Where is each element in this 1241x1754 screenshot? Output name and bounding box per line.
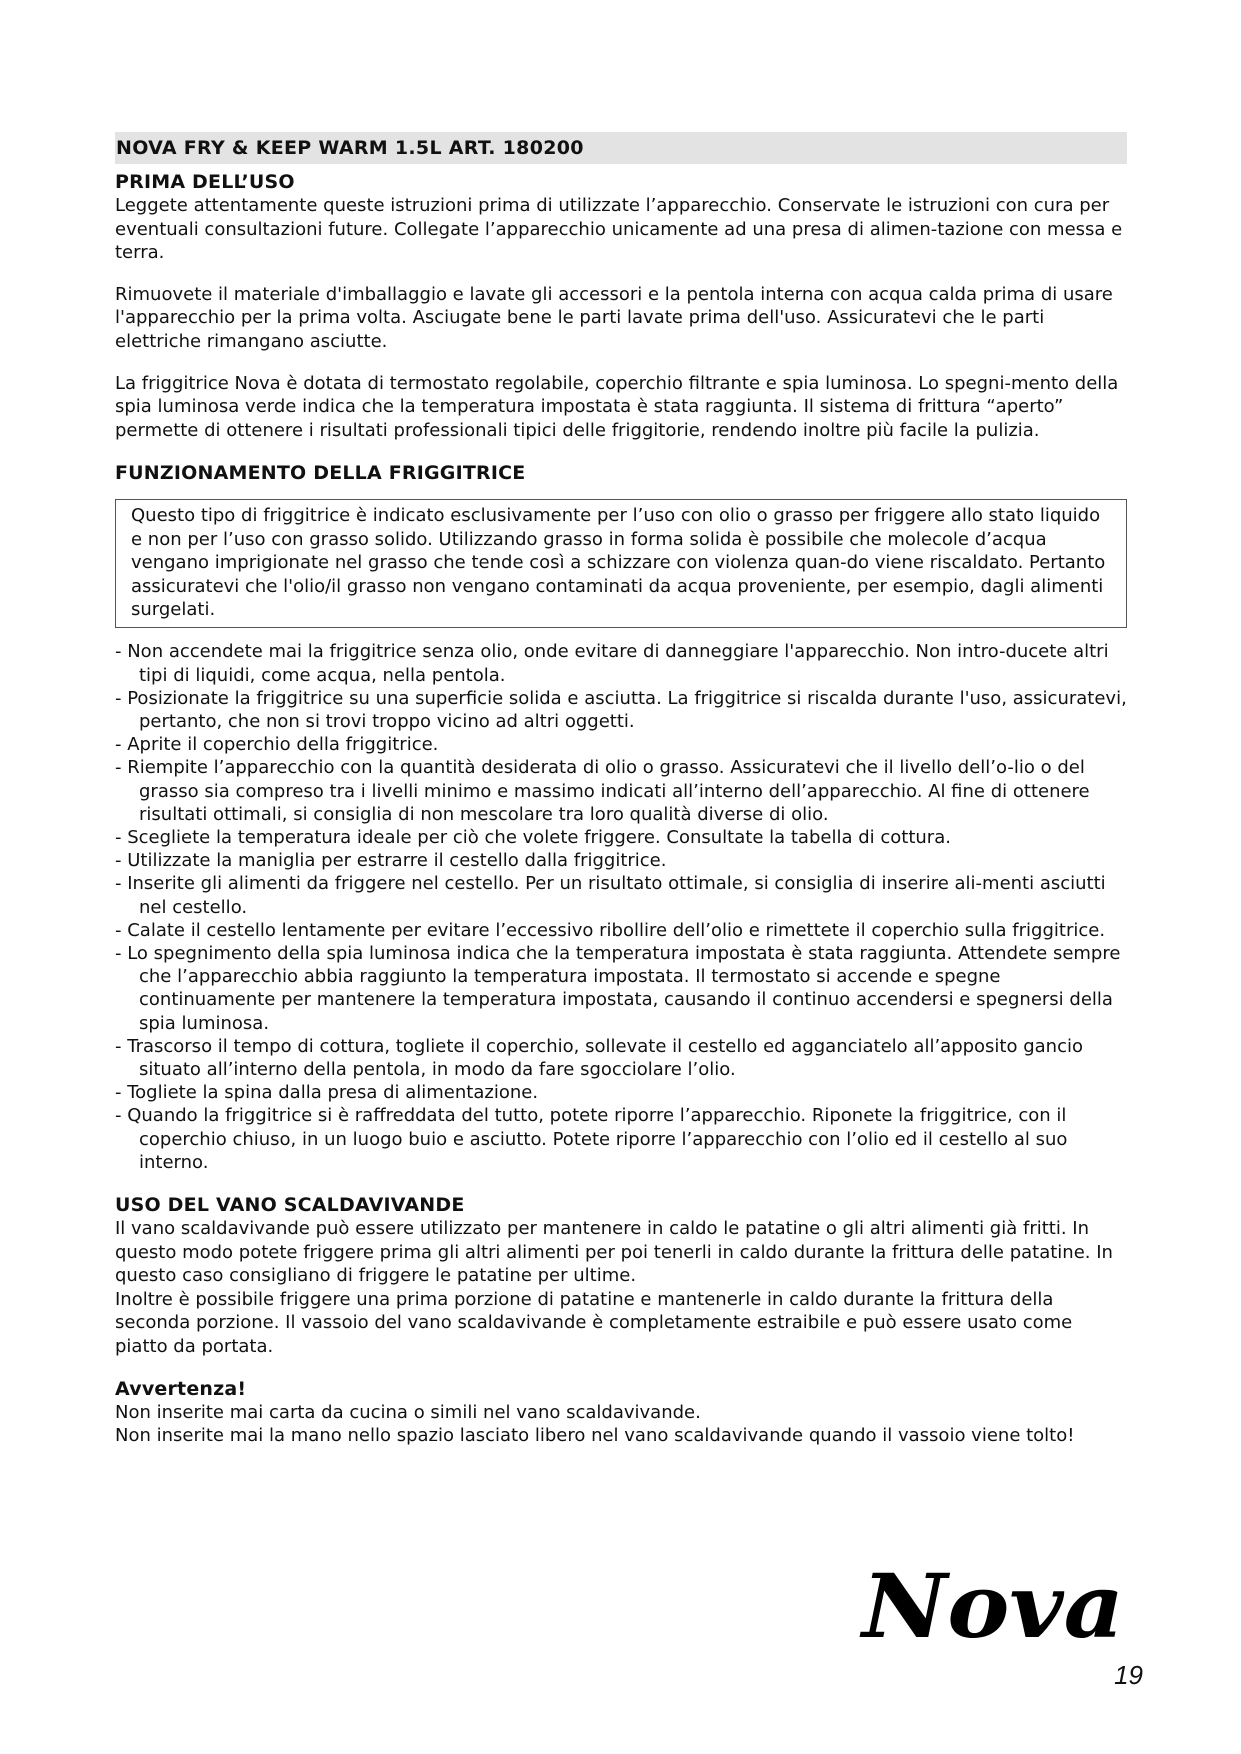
section-heading-avvertenza: Avvertenza! — [115, 1377, 247, 1400]
list-item: - Riempite l’apparecchio con la quantità desiderata di olio o grasso. Assicuratevi che il livello dell’o-lio o del grasso sia compreso tra i livelli minimo e massimo indicati all’interno dell’apparecchio. Al fine di ottenere risultati ottimali, si consiglia di non mescolare tra loro qualità diverse di olio. — [115, 757, 1090, 825]
paragraph-prima-2: Rimuovete il materiale d'imballaggio e lavate gli accessori e la pentola interna con acqua calda prima di usare l'apparecchio per la prima volta. Asciugate bene le parti lavate prima dell'uso. Assicuratevi che le parti elettriche rimangano asciutte. — [115, 283, 1113, 352]
instruction-list — [115, 640, 1127, 1174]
document-title: NOVA FRY & KEEP WARM 1.5L ART. 180200 — [115, 132, 1127, 164]
notice-text: Questo tipo di friggitrice è indicato esclusivamente per l’uso con olio o grasso per friggere allo stato liquido e non per l’uso con grasso solido. Utilizzando grasso in forma solida è possibile che molecole d’acqua vengano imprigionate nel grasso che tende così a schizzare con violenza quan-do viene riscaldato. Pertanto assicuratevi che l'olio/il grasso non vengano contaminati da acqua proveniente, per esempio, dagli alimenti surgelati. — [131, 505, 1106, 620]
nova-logo — [850, 1565, 1140, 1655]
page-number: 19 — [1114, 1660, 1143, 1690]
section-heading-scaldavivande: USO DEL VANO SCALDAVIVANDE — [115, 1194, 465, 1217]
document-page — [115, 132, 1127, 1448]
list-item: - Scegliete la temperatura ideale per ciò che volete friggere. Consultate la tabella di cottura. — [115, 827, 951, 848]
logo-wordmark: Nova — [858, 1565, 1124, 1655]
paragraph-scaldavivande-2: Inoltre è possibile friggere una prima porzione di patatine e mantenerle in caldo durante la frittura della seconda porzione. Il vassoio del vano scaldavivande è completamente estraibile e può essere usato come piatto da portata. — [115, 1288, 1073, 1358]
list-item: - Quando la friggitrice si è raffreddata del tutto, potete riporre l’apparecchio. Riponete la friggitrice, con il coperchio chiuso, in un luogo buio e asciutto. Potete riporre l’apparecchio con l’olio ed il cestello al suo interno. — [115, 1105, 1068, 1173]
list-item: - Lo spegnimento della spia luminosa indica che la temperatura impostata è stata raggiunta. Attendete sempre che l’apparecchio abbia raggiunto la temperatura impostata. Il termostato si accende e spegne continuamente per mantenere la temperatura impostata, causando il continuo accendersi e spegnersi della spia luminosa. — [115, 943, 1121, 1034]
warning-line-1: Non inserite mai carta da cucina o simili nel vano scaldavivande. — [115, 1401, 701, 1423]
list-item: - Non accendete mai la friggitrice senza olio, onde evitare di danneggiare l'apparecchio. Non intro-ducete altri tipi di liquidi, come acqua, nella pentola. — [115, 641, 1109, 686]
paragraph-prima-3: La friggitrice Nova è dotata di termostato regolabile, coperchio filtrante e spia luminosa. Lo spegni-mento della spia luminosa verde indica che la temperatura impostata è stata raggiunta. Il sistema di frittura “aperto” permette di ottenere i risultati professionali tipici delle friggitorie, rendendo inoltre più facile la pulizia. — [115, 372, 1119, 441]
section-heading-prima: PRIMA DELL’USO — [115, 171, 295, 193]
list-item: - Trascorso il tempo di cottura, togliete il coperchio, sollevate il cestello ed agganciatelo all’apposito gancio situato all’interno della pentola, in modo da fare sgocciolare l’olio. — [115, 1035, 1084, 1081]
list-item: - Inserite gli alimenti da friggere nel cestello. Per un risultato ottimale, si consiglia di inserire ali-menti asciutti nel cestello. — [115, 873, 1106, 918]
list-item: - Calate il cestello lentamente per evitare l’eccessivo ribollire dell’olio e rimettete il coperchio sulla friggitrice. — [115, 919, 1106, 941]
warning-line-2: Non inserite mai la mano nello spazio lasciato libero nel vano scaldavivande quando il vassoio viene tolto! — [115, 1425, 1075, 1447]
section-heading-funzionamento: FUNZIONAMENTO DELLA FRIGGITRICE — [115, 462, 526, 485]
list-item: - Togliete la spina dalla presa di alimentazione. — [115, 1082, 539, 1104]
list-item: - Aprite il coperchio della friggitrice. — [115, 734, 439, 756]
paragraph-scaldavivande-1: Il vano scaldavivande può essere utilizzato per mantenere in caldo le patatine o gli altri alimenti già fritti. In questo modo potete friggere prima gli altri alimenti per poi tenerli in caldo durante la frittura delle patatine. In questo caso consigliano di friggere le patatine per ultime. — [115, 1218, 1113, 1287]
notice-box — [115, 499, 1127, 628]
list-item: - Utilizzate la maniglia per estrarre il cestello dalla friggitrice. — [115, 850, 667, 872]
paragraph-prima-1: Leggete attentamente queste istruzioni prima di utilizzate l’apparecchio. Conservate le istruzioni con cura per eventuali consultazioni future. Collegate l’apparecchio unicamente ad una presa di alimen-tazione con messa e terra. — [115, 195, 1123, 264]
list-item: - Posizionate la friggitrice su una superficie solida e asciutta. La friggitrice si riscalda durante l'uso, assicuratevi, pertanto, che non si trovi troppo vicino ad altri oggetti. — [115, 687, 1127, 732]
